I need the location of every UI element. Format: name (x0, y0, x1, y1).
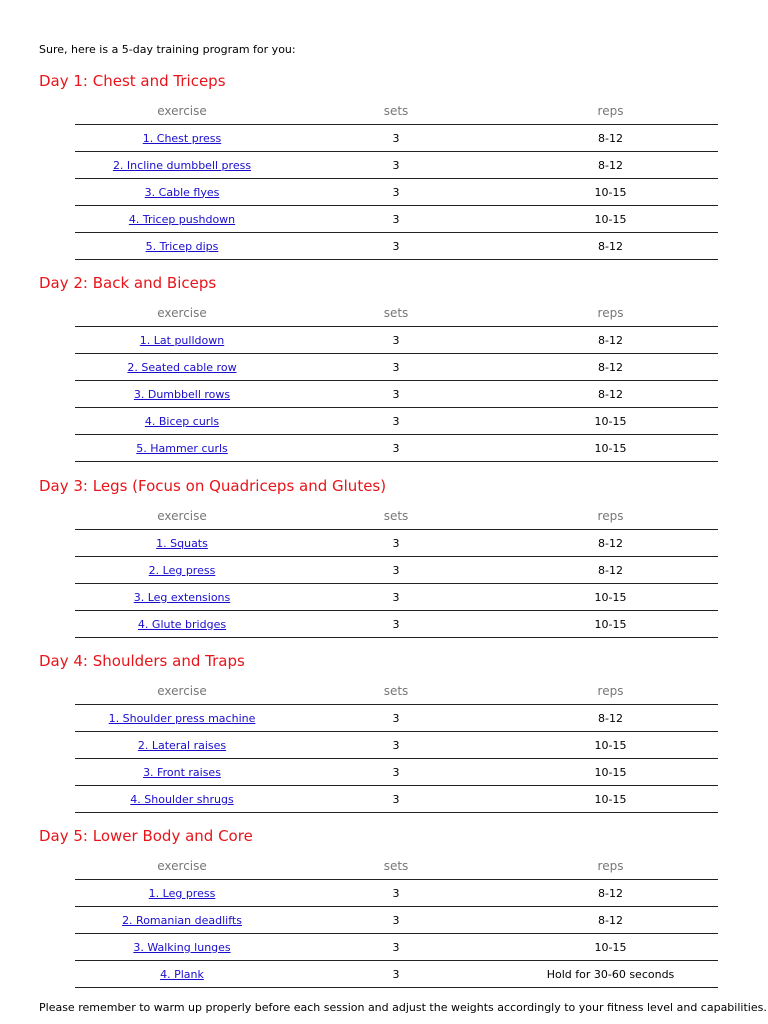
table-row (75, 233, 718, 260)
day-3-title: Day 3: Legs (Focus on Quadriceps and Glutes) (39, 477, 387, 495)
table-row (75, 125, 718, 152)
reps-cell: 10-15 (503, 408, 718, 435)
exercise-cell (75, 880, 289, 907)
reps-cell: 10-15 (503, 611, 718, 638)
sets-cell: 3 (289, 786, 503, 813)
header-exercise: exercise (75, 678, 289, 705)
sets-cell: 3 (289, 354, 503, 381)
sets-cell: 3 (289, 961, 503, 988)
exercise-cell (75, 732, 289, 759)
header-reps: reps (503, 503, 718, 530)
exercise-link[interactable]: 1. Shoulder press machine (108, 711, 256, 725)
sets-cell: 3 (289, 934, 503, 961)
sets-cell: 3 (289, 125, 503, 152)
sets-cell: 3 (289, 557, 503, 584)
day-4-table (75, 678, 718, 813)
exercise-cell (75, 934, 289, 961)
day-1-title: Day 1: Chest and Triceps (39, 72, 226, 90)
exercise-link[interactable]: 3. Front raises (143, 765, 221, 779)
exercise-cell (75, 961, 289, 988)
reps-cell: 8-12 (503, 233, 718, 260)
header-sets: sets (289, 853, 503, 880)
exercise-cell (75, 705, 289, 732)
header-exercise: exercise (75, 853, 289, 880)
sets-cell: 3 (289, 907, 503, 934)
reps-cell: 10-15 (503, 934, 718, 961)
sets-cell: 3 (289, 705, 503, 732)
header-sets: sets (289, 300, 503, 327)
exercise-link[interactable]: 4. Glute bridges (137, 617, 227, 631)
exercise-link[interactable]: 3. Walking lunges (133, 940, 231, 954)
table-row (75, 705, 718, 732)
exercise-cell (75, 233, 289, 260)
reps-cell: 8-12 (503, 557, 718, 584)
table-row (75, 206, 718, 233)
exercise-cell (75, 435, 289, 462)
reps-cell: 10-15 (503, 786, 718, 813)
sets-cell: 3 (289, 435, 503, 462)
day-4-title: Day 4: Shoulders and Traps (39, 652, 245, 670)
exercise-link[interactable]: 2. Lateral raises (137, 738, 227, 752)
exercise-link[interactable]: 2. Incline dumbbell press (112, 158, 252, 172)
exercise-link[interactable]: 4. Plank (160, 967, 204, 981)
reps-cell: Hold for 30-60 seconds (503, 961, 718, 988)
exercise-link[interactable]: 5. Tricep dips (145, 239, 219, 253)
exercise-link[interactable]: 1. Chest press (142, 131, 222, 145)
table-row (75, 611, 718, 638)
table-row (75, 435, 718, 462)
header-reps: reps (503, 678, 718, 705)
header-exercise: exercise (75, 98, 289, 125)
table-row (75, 880, 718, 907)
table-header-row (75, 98, 718, 125)
sets-cell: 3 (289, 206, 503, 233)
reps-cell: 8-12 (503, 880, 718, 907)
table-row (75, 961, 718, 988)
sets-cell: 3 (289, 233, 503, 260)
day-5-table (75, 853, 718, 988)
exercise-cell (75, 125, 289, 152)
reps-cell: 10-15 (503, 435, 718, 462)
sets-cell: 3 (289, 530, 503, 557)
reps-cell: 10-15 (503, 732, 718, 759)
exercise-link[interactable]: 1. Lat pulldown (139, 333, 225, 347)
table-header-row (75, 853, 718, 880)
exercise-cell (75, 206, 289, 233)
exercise-cell (75, 179, 289, 206)
sets-cell: 3 (289, 759, 503, 786)
sets-cell: 3 (289, 408, 503, 435)
day-2-title: Day 2: Back and Biceps (39, 274, 217, 292)
header-sets: sets (289, 678, 503, 705)
table-row (75, 152, 718, 179)
exercise-cell (75, 759, 289, 786)
exercise-cell (75, 557, 289, 584)
reps-cell: 8-12 (503, 125, 718, 152)
sets-cell: 3 (289, 732, 503, 759)
sets-cell: 3 (289, 179, 503, 206)
sets-cell: 3 (289, 327, 503, 354)
sets-cell: 3 (289, 880, 503, 907)
table-row (75, 381, 718, 408)
header-reps: reps (503, 300, 718, 327)
reps-cell: 8-12 (503, 354, 718, 381)
exercise-cell (75, 152, 289, 179)
exercise-link[interactable]: 4. Bicep curls (144, 414, 220, 428)
exercise-cell (75, 408, 289, 435)
intro-text: Sure, here is a 5-day training program for you: (39, 43, 296, 56)
table-row (75, 584, 718, 611)
table-row (75, 327, 718, 354)
exercise-cell (75, 530, 289, 557)
day-2-table (75, 300, 718, 462)
table-row (75, 786, 718, 813)
exercise-cell (75, 354, 289, 381)
reps-cell: 10-15 (503, 759, 718, 786)
exercise-cell (75, 786, 289, 813)
table-row (75, 530, 718, 557)
exercise-link[interactable]: 5. Hammer curls (136, 441, 228, 455)
reps-cell: 8-12 (503, 530, 718, 557)
day-1-table (75, 98, 718, 260)
exercise-link[interactable]: 3. Cable flyes (144, 185, 220, 199)
reps-cell: 8-12 (503, 152, 718, 179)
exercise-link[interactable]: 3. Leg extensions (133, 590, 231, 604)
reps-cell: 8-12 (503, 327, 718, 354)
table-row (75, 907, 718, 934)
closing-note: Please remember to warm up properly before each session and adjust the weights accordingly to your fitness level and capabilities. (39, 1001, 767, 1014)
header-reps: reps (503, 98, 718, 125)
table-row (75, 934, 718, 961)
table-row (75, 759, 718, 786)
sets-cell: 3 (289, 152, 503, 179)
table-row (75, 354, 718, 381)
exercise-cell (75, 907, 289, 934)
header-reps: reps (503, 853, 718, 880)
exercise-link[interactable]: 2. Romanian deadlifts (122, 913, 242, 927)
reps-cell: 10-15 (503, 584, 718, 611)
table-row (75, 408, 718, 435)
exercise-link[interactable]: 1. Leg press (148, 886, 216, 900)
table-header-row (75, 678, 718, 705)
header-sets: sets (289, 98, 503, 125)
day-3-table (75, 503, 718, 638)
exercise-cell (75, 611, 289, 638)
reps-cell: 8-12 (503, 381, 718, 408)
header-sets: sets (289, 503, 503, 530)
reps-cell: 10-15 (503, 206, 718, 233)
table-row (75, 557, 718, 584)
header-exercise: exercise (75, 300, 289, 327)
reps-cell: 8-12 (503, 907, 718, 934)
table-row (75, 732, 718, 759)
reps-cell: 10-15 (503, 179, 718, 206)
header-exercise: exercise (75, 503, 289, 530)
exercise-link[interactable]: 1. Squats (156, 536, 208, 550)
exercise-link[interactable]: 2. Seated cable row (127, 360, 237, 374)
exercise-cell (75, 327, 289, 354)
exercise-link[interactable]: 4. Shoulder shrugs (130, 792, 234, 806)
table-header-row (75, 300, 718, 327)
table-header-row (75, 503, 718, 530)
exercise-link[interactable]: 3. Dumbbell rows (133, 387, 231, 401)
exercise-link[interactable]: 4. Tricep pushdown (128, 212, 236, 226)
exercise-cell (75, 584, 289, 611)
sets-cell: 3 (289, 611, 503, 638)
exercise-link[interactable]: 2. Leg press (148, 563, 216, 577)
day-5-title: Day 5: Lower Body and Core (39, 827, 253, 845)
sets-cell: 3 (289, 584, 503, 611)
table-row (75, 179, 718, 206)
sets-cell: 3 (289, 381, 503, 408)
reps-cell: 8-12 (503, 705, 718, 732)
exercise-cell (75, 381, 289, 408)
